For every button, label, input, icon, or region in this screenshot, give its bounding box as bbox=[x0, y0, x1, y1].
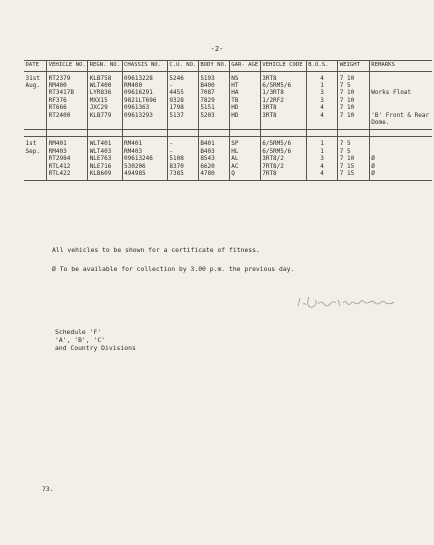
cell-chassis-no-line: 530206 bbox=[124, 162, 146, 170]
header-garage: GAR- AGE bbox=[229, 61, 260, 72]
header-date: DATE bbox=[24, 61, 47, 72]
cell-cu-no-line: - bbox=[169, 147, 173, 155]
header-vehicle-code: VEHICLE CODE bbox=[260, 61, 306, 72]
cell-vehicle-code bbox=[260, 71, 306, 130]
table-header-row bbox=[24, 61, 432, 72]
spacer-cell bbox=[229, 130, 260, 137]
cell-body-no-line: 6620 bbox=[200, 162, 215, 170]
header-body-no: BODY NO. bbox=[198, 61, 229, 72]
cell-regn-no-line: NLE763 bbox=[89, 155, 112, 163]
cell-bos-line: 1 bbox=[320, 140, 324, 148]
cell-remarks-line bbox=[371, 75, 430, 82]
cell-vehicle-code-line: 7RT8/2 bbox=[262, 162, 284, 170]
cell-cu-no-line: 1798 bbox=[169, 104, 184, 112]
cell-body-no-line: 5151 bbox=[200, 104, 215, 112]
cell-chassis-no-line: RM401 bbox=[124, 140, 143, 148]
spacer-cell bbox=[24, 130, 47, 137]
cell-cu-no-line: - bbox=[169, 81, 173, 89]
spacer-cell bbox=[306, 130, 338, 137]
cell-vehicle-no bbox=[47, 137, 88, 181]
cell-regn-no-line: MXX15 bbox=[89, 96, 108, 104]
spacer-cell bbox=[167, 130, 198, 137]
cell-vehicle-code-line: 3RT8/2 bbox=[262, 155, 284, 163]
cell-vehicle-no bbox=[47, 71, 88, 130]
cell-vehicle-code bbox=[260, 137, 306, 181]
cell-regn-no-line: KLB779 bbox=[89, 111, 112, 119]
page-number: -2- bbox=[210, 45, 224, 53]
cell-cu-no bbox=[167, 137, 198, 181]
cell-bos-line: 4 bbox=[320, 162, 324, 170]
cell-remarks-line bbox=[371, 97, 430, 104]
cell-remarks-line bbox=[371, 82, 430, 89]
cell-vehicle-no-line: RF376 bbox=[48, 96, 67, 104]
cell-remarks bbox=[369, 137, 432, 181]
cell-garage bbox=[229, 137, 260, 181]
cell-weight-line: 7 5 bbox=[339, 81, 351, 89]
cell-bos bbox=[306, 71, 338, 130]
cell-remarks-line: Works Float bbox=[371, 89, 412, 97]
header-chassis-no: CHASSIS NO. bbox=[122, 61, 167, 72]
cell-regn-no-line: JXC29 bbox=[89, 104, 108, 112]
schedule-block bbox=[55, 328, 136, 352]
table-row bbox=[24, 137, 432, 181]
cell-chassis-no-line: 09616291 bbox=[124, 89, 153, 97]
cell-weight-line: 7 10 bbox=[339, 74, 355, 82]
cell-remarks bbox=[369, 71, 432, 130]
header-vehicle-no: VEHICLE NO. bbox=[47, 61, 88, 72]
footer-page-number: 73. bbox=[42, 485, 54, 493]
cell-vehicle-code-line: 3RT8 bbox=[262, 74, 277, 82]
cell-chassis-no-line: RM403 bbox=[124, 147, 143, 155]
spacer-cell bbox=[47, 130, 88, 137]
cell-weight bbox=[338, 71, 370, 130]
cell-date bbox=[24, 71, 47, 130]
cell-regn-no-line: WLT403 bbox=[89, 147, 112, 155]
header-remarks: REMARKS bbox=[369, 61, 432, 72]
cell-garage-line: NS bbox=[231, 74, 239, 82]
schedule-line-2: 'A', 'B', 'C' bbox=[55, 336, 106, 344]
cell-bos-line: 1 bbox=[320, 81, 324, 89]
cell-garage-line: AC bbox=[231, 162, 239, 170]
signature bbox=[296, 292, 424, 312]
spacer-cell bbox=[198, 130, 229, 137]
cell-weight-line: 7 10 bbox=[339, 155, 355, 163]
cell-remarks-line: Ø bbox=[371, 169, 375, 177]
cell-weight-line: 7 10 bbox=[339, 111, 355, 119]
cell-vehicle-no-line: RTL422 bbox=[48, 169, 71, 177]
header-weight: WEIGHT bbox=[338, 61, 370, 72]
cell-weight-line: 7 5 bbox=[339, 140, 351, 148]
cell-garage-line: AL bbox=[231, 155, 239, 163]
cell-garage-line: TB bbox=[231, 96, 239, 104]
cell-vehicle-no-line: RT2379 bbox=[48, 74, 71, 82]
cell-body-no-line: 8543 bbox=[200, 155, 215, 163]
cell-bos bbox=[306, 137, 338, 181]
cell-vehicle-no-line: RM403 bbox=[48, 147, 67, 155]
cell-remarks-line: Ø bbox=[371, 155, 375, 163]
cell-cu-no-line: 8370 bbox=[169, 162, 184, 170]
table-row bbox=[24, 71, 432, 130]
cell-body-no-line: B400 bbox=[200, 81, 215, 89]
cell-regn-no-line: WLT401 bbox=[89, 140, 112, 148]
header-regn-no: REGN. NO. bbox=[88, 61, 122, 72]
cell-garage-line: HD bbox=[231, 104, 239, 112]
cell-body-no-line: 5193 bbox=[200, 74, 215, 82]
cell-weight-line: 7 15 bbox=[339, 169, 355, 177]
cell-vehicle-code-line: 6/5RM5/6 bbox=[262, 147, 292, 155]
cell-remarks-line: 'B' Front & Rear bbox=[371, 111, 430, 119]
cell-chassis-no-line: 494985 bbox=[124, 169, 146, 177]
cell-garage-line: HD bbox=[231, 111, 239, 119]
cell-weight-line: 7 5 bbox=[339, 147, 351, 155]
cell-vehicle-no-line: RT2400 bbox=[48, 111, 71, 119]
cell-bos-line: 4 bbox=[320, 111, 324, 119]
schedule-line-3: and Country Divisions bbox=[55, 344, 136, 352]
cell-date-value: 1st Sep. bbox=[25, 140, 40, 155]
cell-bos-line: 4 bbox=[320, 169, 324, 177]
cell-garage-line: HT bbox=[231, 81, 239, 89]
cell-cu-no-line: 5108 bbox=[169, 155, 184, 163]
cell-weight-line: 7 10 bbox=[339, 96, 355, 104]
cell-body-no-line: B401 bbox=[200, 140, 215, 148]
vehicle-register-table bbox=[24, 60, 432, 181]
cell-cu-no-line: 4455 bbox=[169, 89, 184, 97]
spacer-cell bbox=[338, 130, 370, 137]
cell-bos-line: 3 bbox=[320, 89, 324, 97]
cell-vehicle-no-line: RT3417B bbox=[48, 89, 74, 97]
cell-vehicle-code-line: 1/3RT8 bbox=[262, 89, 284, 97]
header-bos: B.O.S. bbox=[306, 61, 338, 72]
cell-regn-no bbox=[88, 71, 122, 130]
cell-body-no-line: 4780 bbox=[200, 169, 215, 177]
cell-vehicle-no-line: RM401 bbox=[48, 140, 67, 148]
spacer-cell bbox=[88, 130, 122, 137]
cell-remarks-line bbox=[371, 148, 430, 155]
spacer-cell bbox=[369, 130, 432, 137]
cell-chassis-no-line: 9821LT696 bbox=[124, 96, 157, 104]
cell-bos-line: 4 bbox=[320, 104, 324, 112]
cell-weight-line: 7 10 bbox=[339, 89, 355, 97]
spacer-cell bbox=[122, 130, 167, 137]
cell-cu-no-line: 5137 bbox=[169, 111, 184, 119]
cell-remarks-line bbox=[371, 104, 430, 111]
cell-vehicle-code-line: 7RT8 bbox=[262, 169, 277, 177]
cell-vehicle-code-line: 3RT8 bbox=[262, 111, 277, 119]
spacer-cell bbox=[260, 130, 306, 137]
cell-chassis-no-line: 09613293 bbox=[124, 111, 153, 119]
cell-garage bbox=[229, 71, 260, 130]
cell-regn-no-line: WLT400 bbox=[89, 81, 112, 89]
cell-bos-line: 4 bbox=[320, 74, 324, 82]
cell-regn-no-line: KLB758 bbox=[89, 74, 112, 82]
cell-regn-no-line: KLB609 bbox=[89, 169, 112, 177]
cell-body-no bbox=[198, 137, 229, 181]
cell-remarks-line: Dome. bbox=[371, 118, 390, 126]
cell-cu-no-line: - bbox=[169, 140, 173, 148]
header-cu-no: C.U. NO. bbox=[167, 61, 198, 72]
cell-garage-line: Q bbox=[231, 169, 235, 177]
cell-cu-no-line: 7385 bbox=[169, 169, 184, 177]
cell-weight-line: 7 15 bbox=[339, 162, 355, 170]
cell-chassis-no-line: 09613246 bbox=[124, 155, 153, 163]
cell-remarks-line bbox=[371, 140, 430, 147]
cell-body-no-line: 5203 bbox=[200, 111, 215, 119]
cell-weight-line: 7 10 bbox=[339, 104, 355, 112]
cell-chassis-no-line: 0961363 bbox=[124, 104, 150, 112]
cell-body-no-line: B403 bbox=[200, 147, 215, 155]
cell-regn-no-line: NLE716 bbox=[89, 162, 112, 170]
cell-chassis-no bbox=[122, 137, 167, 181]
cell-vehicle-no-line: RM400 bbox=[48, 81, 67, 89]
cell-bos-line: 1 bbox=[320, 147, 324, 155]
cell-regn-no-line: LYR836 bbox=[89, 89, 112, 97]
cell-remarks-line: Ø bbox=[371, 162, 375, 170]
cell-body-no-line: 7829 bbox=[200, 96, 215, 104]
cell-garage-line: SP bbox=[231, 140, 239, 148]
schedule-line-1: Schedule 'F' bbox=[55, 328, 102, 336]
cell-vehicle-code-line: 1/2RF2 bbox=[262, 96, 284, 104]
cell-weight bbox=[338, 137, 370, 181]
cell-cu-no-line: 9328 bbox=[169, 96, 184, 104]
cell-chassis-no-line: 09613228 bbox=[124, 74, 153, 82]
cell-garage-line: HA bbox=[231, 89, 239, 97]
cell-date bbox=[24, 137, 47, 181]
cell-cu-no bbox=[167, 71, 198, 130]
cell-garage-line: HL bbox=[231, 147, 239, 155]
cell-vehicle-code-line: 6/5RM5/6 bbox=[262, 140, 292, 148]
cell-chassis-no bbox=[122, 71, 167, 130]
cell-vehicle-code-line: 6/5RM5/6 bbox=[262, 81, 292, 89]
cell-bos-line: 3 bbox=[320, 155, 324, 163]
cell-vehicle-no-line: RTL412 bbox=[48, 162, 71, 170]
cell-cu-no-line: 5246 bbox=[169, 74, 184, 82]
cell-body-no bbox=[198, 71, 229, 130]
cell-body-no-line: 7087 bbox=[200, 89, 215, 97]
cell-vehicle-code-line: 3RT8 bbox=[262, 104, 277, 112]
collection-note: Ø To be available for collection by 3.00 p.m. the previous day. bbox=[52, 265, 295, 273]
cell-vehicle-no-line: RT666 bbox=[48, 104, 67, 112]
cell-vehicle-no-line: RT2984 bbox=[48, 155, 71, 163]
cell-bos-line: 3 bbox=[320, 96, 324, 104]
cell-chassis-no-line: RM400 bbox=[124, 81, 143, 89]
cell-regn-no bbox=[88, 137, 122, 181]
row-spacer bbox=[24, 130, 432, 137]
certificate-note: All vehicles to be shown for a certificate of fitness. bbox=[52, 246, 260, 254]
cell-date-value: 31st Aug. bbox=[25, 74, 40, 89]
